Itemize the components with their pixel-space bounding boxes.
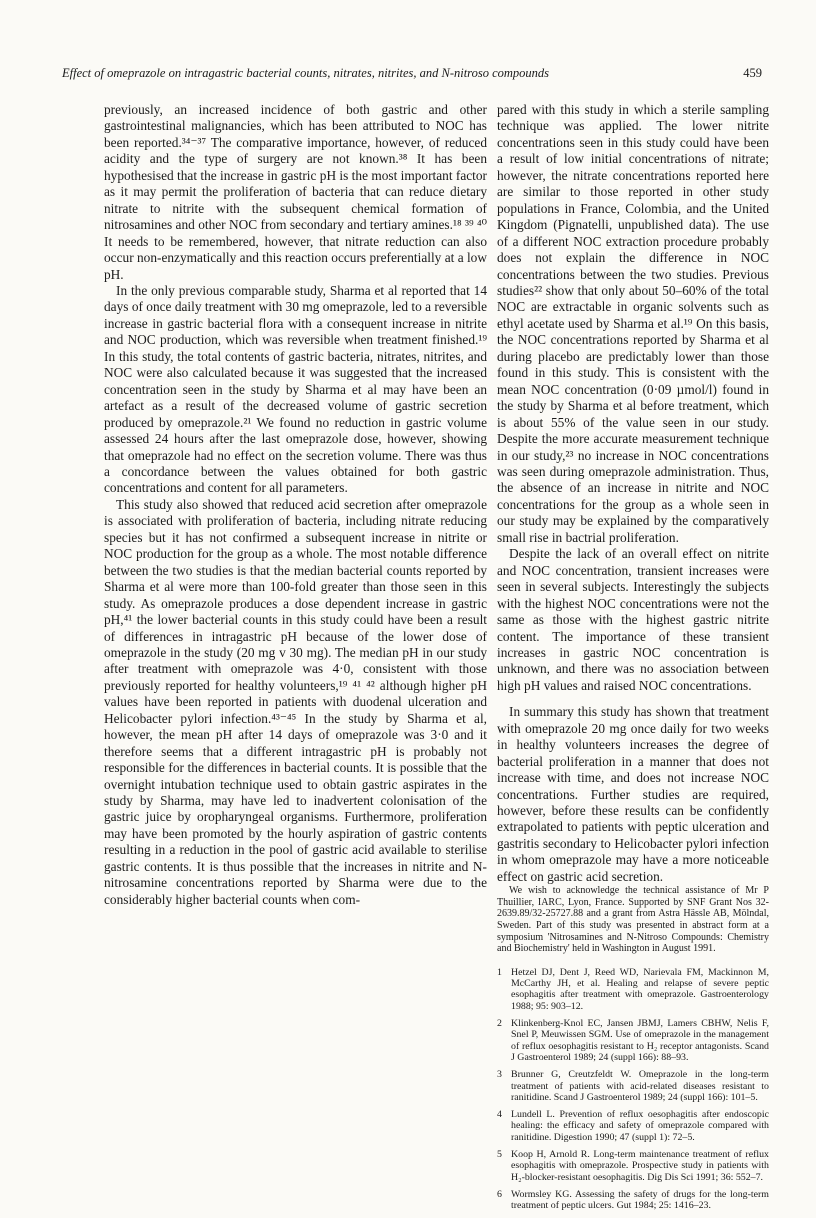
right-column: [497, 102, 769, 1218]
acknowledgement: We wish to acknowledge the technical assistance of Mr P Thuillier, IARC, Lyon, France. Supported by SNF Grant Nos 32-2639.89/32-25727.88 and a grant from Astra Hässle AB, Mölndal, Sweden. Part of this study was presented in abstract form at a symposium 'Nitrosamines and N-Nitroso Compounds: Chemistry and Biochemistry' held in Washington in August 1991.: [497, 885, 769, 955]
reference-list: [497, 967, 769, 1212]
reference-item: 1 Hetzel DJ, Dent J, Reed WD, Narievala FM, Mackinnon M, McCarthy JH, et al. Healing and relapse of severe peptic esophagitis after treatment with omeprazole. Gastroenterology 1988; 95: 903–12.: [497, 966, 769, 1012]
paragraph-summary: In summary this study has shown that treatment with omeprazole 20 mg once daily for two weeks in healthy volunteers increases the degree of bacterial proliferation in a manner that does not increase with time, and does not increase NOC concentrations. Further studies are required, however, before these results can be confidently extrapolated to patients with peptic ulceration and gastritis secondary to Helicobacter pylori infection in whom omeprazole may have a more noticeable effect on gastric acid secretion.: [497, 704, 769, 884]
page-number: 459: [743, 66, 762, 80]
paragraph-sampling-technique: pared with this study in which a sterile sampling technique was applied. The lower nitrite concentrations seen in this study could have been a result of low initial concentrations of nitrate; however, the nitrate concentrations reported here are similar to those reported in other study populations in France, Colombia, and the United Kingdom (Pignatelli, unpublished data). The use of a different NOC extraction procedure probably does not explain the difference in NOC concentrations between the two studies. Previous studies²² show that only about 50–60% of the total NOC are extractable in organic solvents such as ethyl acetate used by Sharma et al.¹⁹ On this basis, the NOC concentrations reported by Sharma et al during placebo are predictably lower than those found in this study. This is consistent with the mean NOC concentration (0·09 µmol/l) found in the study by Sharma et al before treatment, which is about 55% of the value seen in our study. Despite the more accurate measurement technique in our study,²³ no increase in NOC concentrations was seen during omeprazole administration. Thus, the absence of an increase in nitrite and NOC concentrations for the group as a whole seen in our study may be explained by the comparatively small rise in bactrial proliferation.: [497, 102, 769, 545]
left-column: [104, 102, 487, 908]
running-title: Effect of omeprazole on intragastric bacterial counts, nitrates, nitrites, and N-nitroso compounds: [62, 66, 550, 80]
reference-item: 2 Klinkenberg-Knol EC, Jansen JBMJ, Lamers CBHW, Nelis F, Snel P, Meuwissen SGM. Use of omeprazole in the management of reflux oesophagitis resistant to H₂ receptor antagonists. Scand J Gastroenterol 1989; 24 (suppl 166): 88–93.: [497, 1018, 769, 1063]
reference-item: 3 Brunner G, Creutzfeldt W. Omeprazole in the long-term treatment of patients with acid-related diseases resistant to ranitidine. Scand J Gastroenterol 1989; 24 (suppl 166): 101–5.: [497, 1069, 769, 1103]
paragraph-noc-malignancies: previously, an increased incidence of both gastric and other gastrointestinal malignancies, which has been attributed to NOC has been reported.³⁴⁻³⁷ The comparative importance, however, of reduced acidity and the type of surgery are not known.³⁸ It has been hypothesised that the increase in gastric pH is the most important factor as it may permit the proliferation of bacteria that can reduce dietary nitrate to nitrite with the subsequent chemical formation of nitrosamines and other NOC from secondary and tertiary amines.¹⁸ ³⁹ ⁴⁰ It needs to be remembered, however, that nitrate reduction can also occur non-enzymatically and this reaction occurs preferentially at a low pH.: [104, 102, 487, 282]
running-head: [62, 66, 762, 86]
reference-item: 6 Wormsley KG. Assessing the safety of drugs for the long-term treatment of peptic ulcers. Gut 1984; 25: 1416–23.: [497, 1188, 769, 1212]
reference-item: 5 Koop H, Arnold R. Long-term maintenance treatment of reflux esophagitis with omeprazole. Prospective study in patients with H₂-blocker-resistant oesophagitis. Dig Dis Sci 1991; 36: 552–7.: [497, 1149, 769, 1183]
reference-item: 4 Lundell L. Prevention of reflux oesophagitis after endoscopic healing: the efficacy and safety of omeprazole compared with ranitidine. Digestion 1990; 47 (suppl 1): 72–5.: [497, 1109, 769, 1143]
paragraph-transient-increases: Despite the lack of an overall effect on nitrite and NOC concentration, transient increases were seen in several subjects. Interestingly the subjects with the highest NOC concentrations were not the same as those with the highest gastric nitrite content. The importance of these transient increases in gastric NOC concentration is unknown, and there was no association between high pH values and raised NOC concentrations.: [497, 546, 769, 693]
paragraph-bacterial-proliferation: This study also showed that reduced acid secretion after omeprazole is associated with proliferation of bacteria, including nitrate reducing species but it has not confirmed a subsequent increase in nitrite or NOC production for the group as a whole. The most notable difference between the two studies is that the median bacterial counts reported by Sharma et al were more than 100-fold greater than those seen in this study. As omeprazole produces a dose dependent increase in gastric pH,⁴¹ the lower bacterial counts in this study could have been a result of differences in intragastric pH because of the lower dose of omeprazole in the study (20 mg v 30 mg). The median pH in our study after treatment with omeprazole was 4·0, consistent with those previously reported for healthy volunteers,¹⁹ ⁴¹ ⁴² although higher pH values have been reported in patients with duodenal ulceration and Helicobacter pylori infection.⁴³⁻⁴⁵ In the study by Sharma et al, however, the mean pH after 14 days of omeprazole was 3·0 and it therefore seems that a different intragastric pH is probably not responsible for the differences in bacterial counts. It is possible that the overnight intubation technique used to obtain gastric aspirates in the study by Sharma, may have led to inadvertent colonisation of the gastric juice by oropharyngeal organisms. Furthermore, proliferation may have been promoted by the hourly aspiration of gastric contents resulting in a reduction in the pool of gastric acid available to sterilise gastric contents. It is thus possible that the increases in nitrite and N-nitrosamine concentrations reported by Sharma were due to the considerably higher bacterial counts when com-: [104, 496, 487, 907]
paragraph-sharma-comparison: In the only previous comparable study, Sharma et al reported that 14 days of once daily treatment with 30 mg omeprazole, led to a reversible increase in gastric bacterial flora with a consequent increase in nitrite and NOC production, which was reversible when treatment finished.¹⁹ In this study, the total contents of gastric bacteria, nitrates, nitrites, and NOC were also calculated because it was suggested that the increased concentration seen in the study by Sharma et al may have been an artefact as a result of the decreased volume of gastric secretion produced by omeprazole.²¹ We found no reduction in gastric volume assessed 24 hours after the last omeprazole dose, however, showing that omeprazole had no effect on the secretion volume. There was thus a concordance between the values obtained for both gastric concentrations and content for all parameters.: [104, 282, 487, 496]
